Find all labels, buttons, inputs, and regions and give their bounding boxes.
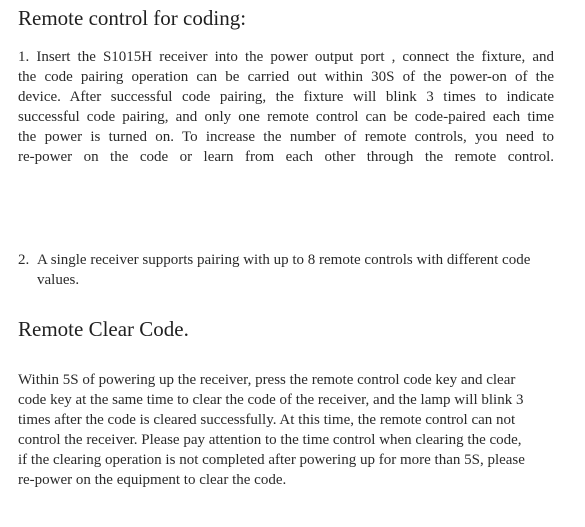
paragraph-line: control the receiver. Please pay attention to the time control when clearing the code, xyxy=(18,432,522,448)
paragraph-line: successful code pairing, and only one remote control can be code-paired each time xyxy=(18,109,554,125)
paragraph-line: re-power on the equipment to clear the code. xyxy=(18,472,287,488)
paragraph-line: if the clearing operation is not completed after powering up for more than 5S, please xyxy=(18,452,525,468)
list-item-2 xyxy=(18,250,558,290)
list-item-number: 2. xyxy=(18,252,30,268)
paragraph-line: times after the code is cleared successfully. At this time, the remote control can not xyxy=(18,412,516,428)
paragraph-line: the power is turned on. To increase the number of remote controls, you need to xyxy=(18,129,554,145)
clear-code-heading: Remote Clear Code. xyxy=(18,317,189,341)
paragraph-line: Within 5S of powering up the receiver, press the remote control code key and clear xyxy=(18,372,516,388)
paragraph-line: device. After successful code pairing, the fixture will blink 3 times to indicate xyxy=(18,89,554,105)
coding-instructions-paragraph xyxy=(18,47,554,167)
paragraph-line: code key at the same time to clear the code of the receiver, and the lamp will blink 3 xyxy=(18,392,524,408)
paragraph-line: 1. Insert the S1015H receiver into the power output port , connect the fixture, and xyxy=(18,49,554,65)
list-item-text: A single receiver supports pairing with up to 8 remote controls with different code values. xyxy=(37,252,531,288)
clear-code-paragraph xyxy=(18,370,563,490)
paragraph-line: re-power on the code or learn from each other through the remote control. xyxy=(18,149,554,165)
coding-heading: Remote control for coding: xyxy=(18,6,247,30)
paragraph-line: the code pairing operation can be carried out within 30S of the power-on of the xyxy=(18,69,554,85)
